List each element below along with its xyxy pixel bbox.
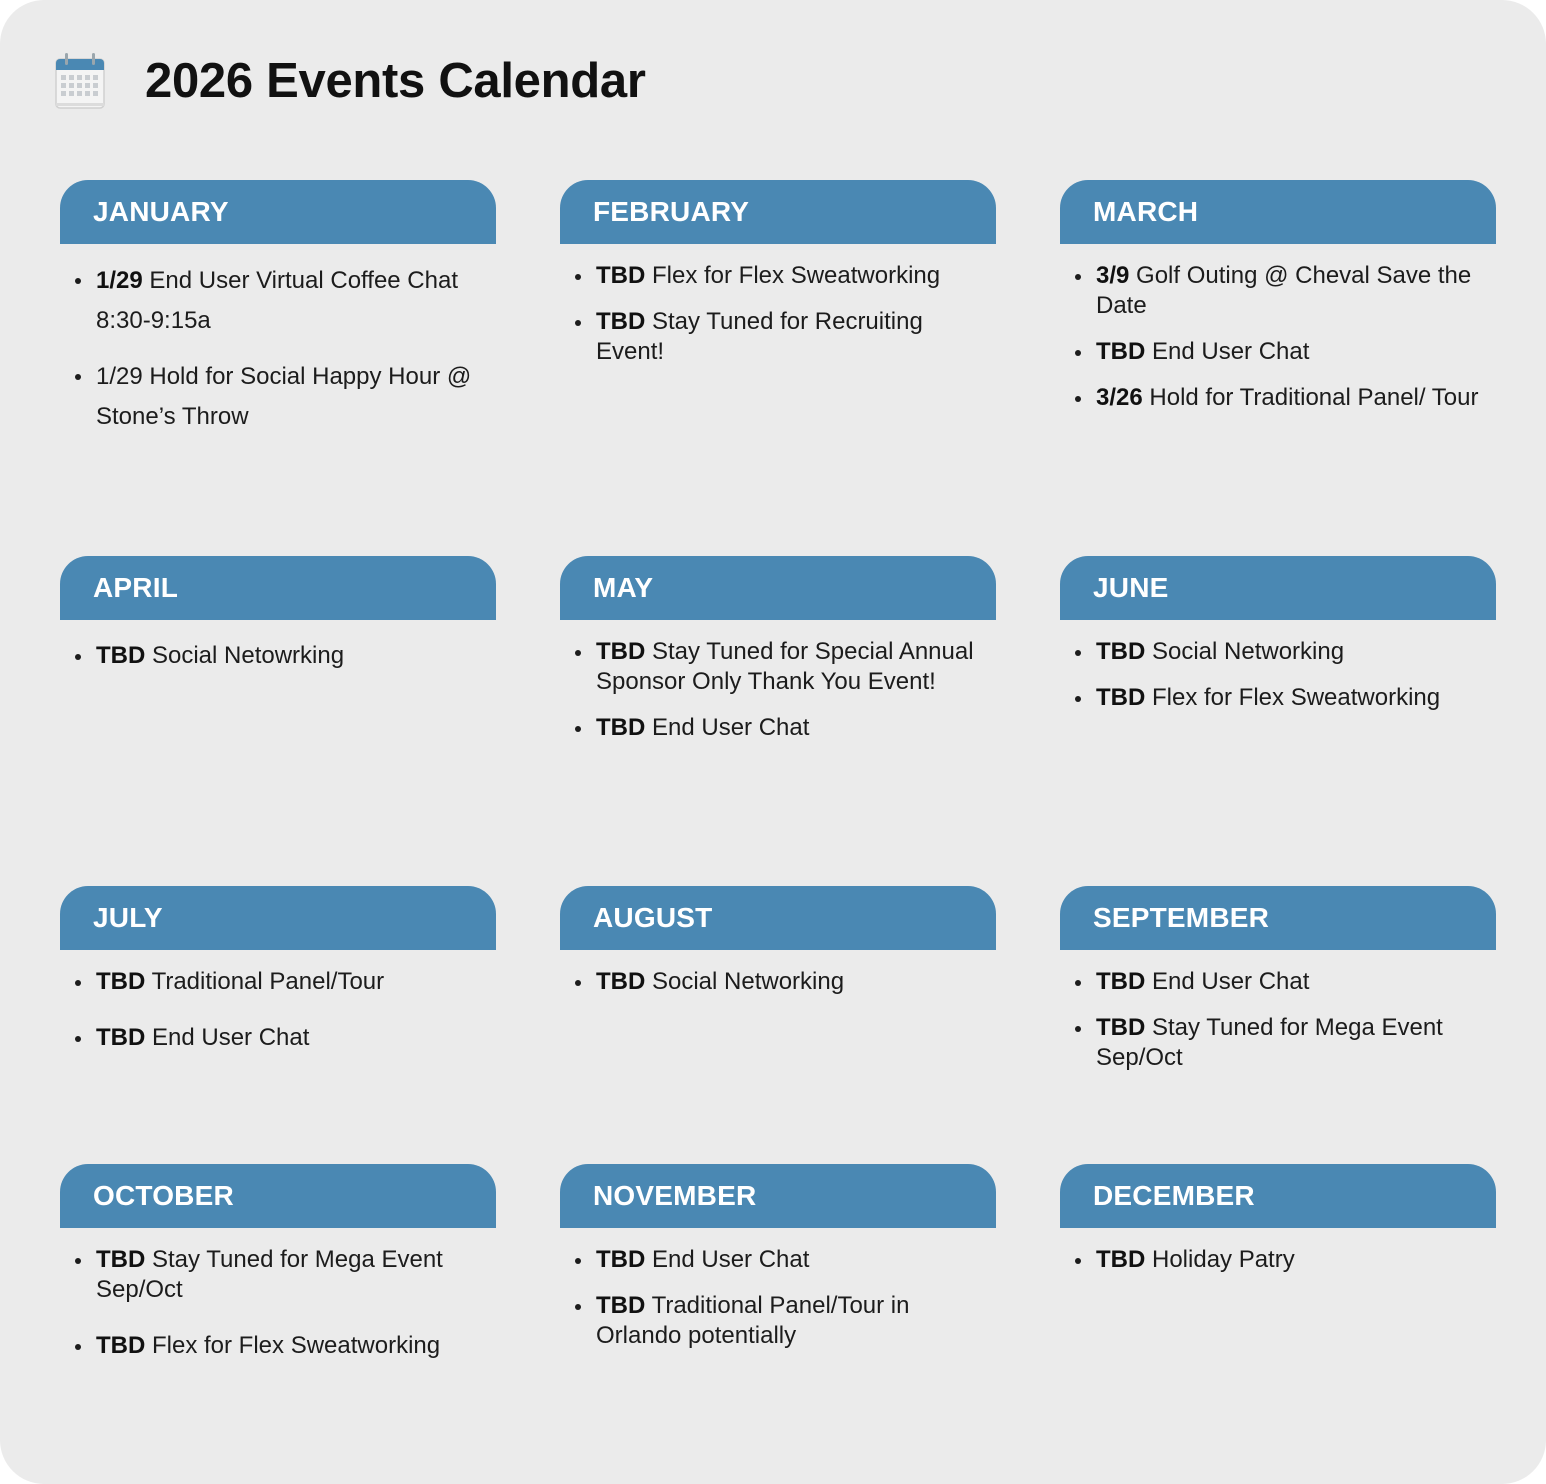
event-date: TBD	[1096, 338, 1146, 365]
month-october	[60, 1164, 496, 1387]
event-item	[596, 1291, 996, 1351]
month-may	[560, 556, 996, 759]
event-item	[596, 637, 996, 697]
event-date: TBD	[96, 1332, 146, 1359]
month-name: MARCH	[1093, 196, 1199, 227]
event-text: Stay Tuned for Recruiting Event!	[596, 308, 923, 365]
event-list	[560, 967, 996, 997]
page-title: 2026 Events Calendar	[145, 54, 646, 108]
month-name: OCTOBER	[93, 1180, 234, 1211]
event-text: 1/29 Hold for Social Happy Hour @ Stone’s Throw	[96, 363, 472, 430]
event-date: TBD	[1096, 1246, 1146, 1273]
event-text: Social Networking	[645, 968, 845, 995]
event-text: Traditional Panel/Tour in Orlando potentially	[596, 1292, 910, 1349]
event-text: Golf Outing @ Cheval Save the Date	[1096, 262, 1472, 319]
month-name: MAY	[593, 572, 654, 603]
month-november	[560, 1164, 996, 1367]
calendar-icon	[52, 50, 108, 112]
event-date: TBD	[596, 1246, 646, 1273]
event-item	[96, 1331, 496, 1361]
event-item	[96, 261, 496, 341]
event-item	[96, 357, 496, 437]
month-june	[1060, 556, 1496, 729]
event-text: End User Virtual Coffee Chat 8:30-9:15a	[96, 267, 458, 334]
event-item	[1096, 683, 1496, 713]
month-name: NOVEMBER	[593, 1180, 757, 1211]
month-december	[1060, 1164, 1496, 1291]
event-date: TBD	[96, 1024, 146, 1051]
month-header	[1060, 180, 1496, 244]
event-text: Hold for Traditional Panel/ Tour	[1142, 384, 1479, 411]
month-header	[60, 886, 496, 950]
event-date: 3/9	[1096, 262, 1130, 289]
event-text: Flex for Flex Sweatworking	[645, 262, 941, 289]
event-date: TBD	[596, 638, 646, 665]
month-header	[60, 1164, 496, 1228]
event-item	[1096, 383, 1496, 413]
event-date: TBD	[596, 308, 646, 335]
event-item	[1096, 967, 1496, 997]
month-name: DECEMBER	[1093, 1180, 1255, 1211]
event-item	[96, 1245, 496, 1305]
month-header	[1060, 886, 1496, 950]
event-text: Flex for Flex Sweatworking	[1145, 684, 1441, 711]
month-september	[1060, 886, 1496, 1089]
event-item	[1096, 1245, 1496, 1275]
event-date: TBD	[96, 642, 146, 669]
event-list	[560, 261, 996, 367]
event-item	[596, 307, 996, 367]
event-list	[560, 1245, 996, 1351]
month-name: JUNE	[1093, 572, 1169, 603]
event-date: TBD	[1096, 638, 1146, 665]
month-header	[560, 180, 996, 244]
event-item	[596, 1245, 996, 1275]
event-list	[60, 1245, 496, 1361]
event-date: TBD	[596, 1292, 646, 1319]
page-header	[52, 46, 646, 116]
month-header	[1060, 556, 1496, 620]
month-name: FEBRUARY	[593, 196, 750, 227]
event-text: Flex for Flex Sweatworking	[145, 1332, 441, 1359]
month-march	[1060, 180, 1496, 429]
month-april	[60, 556, 496, 687]
month-header	[560, 556, 996, 620]
event-list	[560, 637, 996, 743]
event-item	[1096, 1013, 1496, 1073]
event-list	[60, 967, 496, 1053]
event-item	[596, 713, 996, 743]
event-date: TBD	[1096, 968, 1146, 995]
event-date: TBD	[1096, 1014, 1146, 1041]
event-list	[60, 641, 496, 671]
event-list	[1060, 261, 1496, 413]
month-name: JULY	[93, 902, 163, 933]
month-january	[60, 180, 496, 453]
month-header	[560, 1164, 996, 1228]
event-date: TBD	[596, 262, 646, 289]
event-text: End User Chat	[1145, 338, 1310, 365]
event-text: End User Chat	[645, 714, 810, 741]
month-name: APRIL	[93, 572, 178, 603]
month-header	[60, 556, 496, 620]
event-item	[1096, 337, 1496, 367]
event-text: End User Chat	[145, 1024, 310, 1051]
event-list	[1060, 967, 1496, 1073]
event-date: 3/26	[1096, 384, 1143, 411]
event-date: TBD	[1096, 684, 1146, 711]
event-text: Holiday Patry	[1145, 1246, 1295, 1273]
event-text: Stay Tuned for Mega Event Sep/Oct	[1096, 1014, 1443, 1071]
event-item	[96, 967, 496, 997]
event-list	[1060, 637, 1496, 713]
event-date: TBD	[96, 1246, 146, 1273]
month-july	[60, 886, 496, 1079]
month-name: AUGUST	[593, 902, 713, 933]
event-date: 1/29	[96, 267, 143, 294]
event-item	[96, 641, 496, 671]
event-text: Social Netowrking	[145, 642, 345, 669]
event-text: Stay Tuned for Special Annual Sponsor Only Thank You Event!	[596, 638, 974, 695]
month-header	[60, 180, 496, 244]
event-text: End User Chat	[1145, 968, 1310, 995]
event-date: TBD	[596, 968, 646, 995]
month-header	[560, 886, 996, 950]
event-list	[1060, 1245, 1496, 1275]
event-text: Social Networking	[1145, 638, 1345, 665]
event-item	[1096, 261, 1496, 321]
event-list	[60, 261, 496, 437]
month-february	[560, 180, 996, 383]
event-item	[1096, 637, 1496, 667]
month-august	[560, 886, 996, 1013]
event-text: End User Chat	[645, 1246, 810, 1273]
month-name: SEPTEMBER	[1093, 902, 1270, 933]
event-text: Stay Tuned for Mega Event Sep/Oct	[96, 1246, 443, 1303]
event-date: TBD	[596, 714, 646, 741]
month-header	[1060, 1164, 1496, 1228]
month-name: JANUARY	[93, 196, 229, 227]
event-date: TBD	[96, 968, 146, 995]
event-item	[596, 967, 996, 997]
event-item	[96, 1023, 496, 1053]
event-text: Traditional Panel/Tour	[145, 968, 385, 995]
event-item	[596, 261, 996, 291]
